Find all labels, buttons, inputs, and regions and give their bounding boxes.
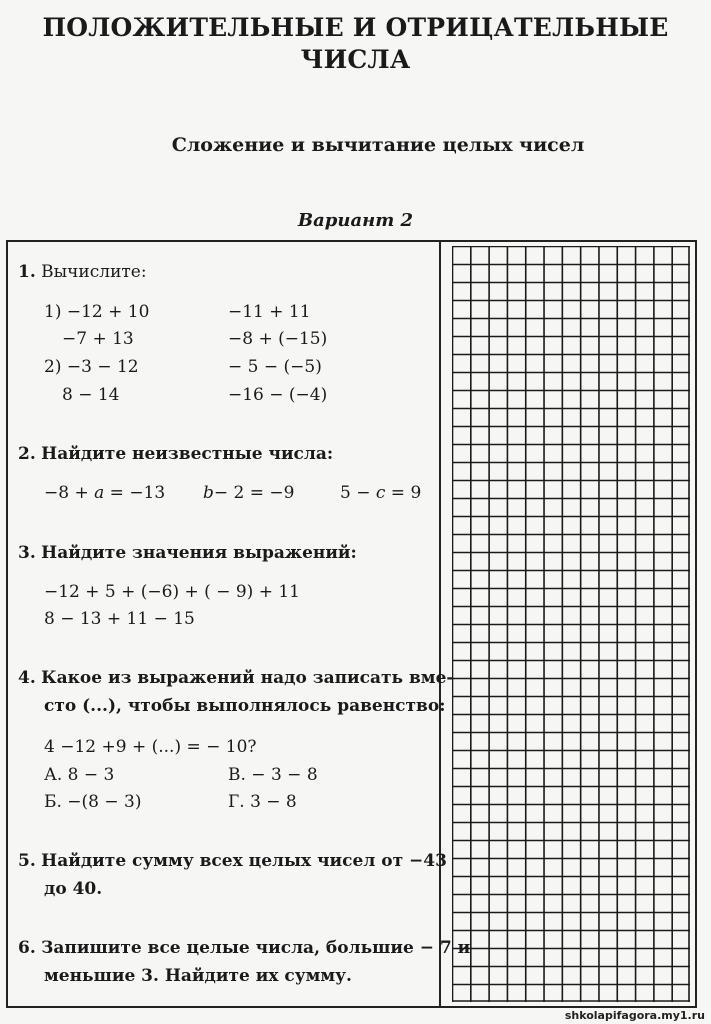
- task-4-option-v: В. − 3 − 8: [228, 765, 318, 785]
- task-4-option-a: А. 8 − 3: [44, 765, 115, 785]
- task-1-header: [18, 262, 147, 282]
- task-2-equation-1: [44, 483, 165, 503]
- task-2-number: 2.: [18, 444, 36, 464]
- title-line-2: ЧИСЛА: [300, 45, 411, 74]
- task-3-prompt: Найдите значения выражений:: [41, 543, 357, 563]
- eq1-left: −8 +: [44, 483, 95, 503]
- task-5-line-2: до 40.: [44, 879, 103, 899]
- task-6-line-2: меньшие 3. Найдите их сумму.: [44, 966, 352, 986]
- column-divider: [439, 240, 441, 1008]
- eq2-right: − 2 = −9: [213, 483, 295, 503]
- task-6-number: 6.: [18, 938, 36, 958]
- task-3-number: 3.: [18, 543, 36, 563]
- eq1-right: = −13: [104, 483, 166, 503]
- task-1-row-2-left: −7 + 13: [62, 329, 134, 349]
- task-2-equation-3: [340, 483, 421, 503]
- task-1-row-3-right: − 5 − (−5): [228, 357, 322, 377]
- task-5-header: [18, 851, 447, 871]
- site-watermark: shkolapifagora.my1.ru: [564, 1009, 705, 1022]
- answer-grid: [452, 246, 690, 1002]
- task-6-line-1: Запишите все целые числа, большие − 7 и: [41, 938, 471, 958]
- task-5-line-1: Найдите сумму всех целых чисел от −43: [41, 851, 447, 871]
- eq3-variable: c: [375, 483, 386, 503]
- task-3-expression-2: 8 − 13 + 11 − 15: [44, 609, 195, 629]
- task-1-row-2-right: −8 + (−15): [228, 329, 328, 349]
- page-title: [0, 12, 711, 76]
- task-2-equation-2: [203, 483, 294, 503]
- task-2-header: [18, 444, 333, 464]
- task-4-prompt-line-2: сто (...), чтобы выполнялось равенство:: [44, 696, 446, 716]
- variant-label: Вариант 2: [297, 210, 414, 231]
- task-4-prompt-line-1: Какое из выражений надо записать вме-: [41, 668, 454, 688]
- task-1-row-1-right: −11 + 11: [228, 302, 311, 322]
- section-subtitle: Сложение и вычитание целых чисел: [171, 134, 585, 156]
- task-4-option-b: Б. −(8 − 3): [44, 792, 142, 812]
- task-3-header: [18, 543, 357, 563]
- task-1-row-4-right: −16 − (−4): [228, 385, 328, 405]
- task-4-option-g: Г. 3 − 8: [228, 792, 297, 812]
- task-1-prompt: Вычислите:: [41, 262, 147, 282]
- task-1-row-1-left: 1) −12 + 10: [44, 302, 150, 322]
- eq3-right: = 9: [385, 483, 422, 503]
- eq1-variable: a: [94, 483, 105, 503]
- task-4-header: [18, 668, 453, 688]
- title-line-1: ПОЛОЖИТЕЛЬНЫЕ И ОТРИЦАТЕЛЬНЫЕ: [42, 13, 669, 42]
- task-4-number: 4.: [18, 668, 36, 688]
- task-1-number: 1.: [18, 262, 36, 282]
- task-4-equation: 4 −12 +9 + (...) = − 10?: [44, 737, 257, 757]
- task-5-number: 5.: [18, 851, 36, 871]
- eq2-variable: b: [203, 483, 214, 503]
- task-1-row-3-left: 2) −3 − 12: [44, 357, 139, 377]
- task-2-prompt: Найдите неизвестные числа:: [41, 444, 334, 464]
- task-6-header: [18, 938, 470, 958]
- eq3-left: 5 −: [340, 483, 376, 503]
- task-1-row-4-left: 8 − 14: [62, 385, 120, 405]
- task-3-expression-1: −12 + 5 + (−6) + ( − 9) + 11: [44, 582, 300, 602]
